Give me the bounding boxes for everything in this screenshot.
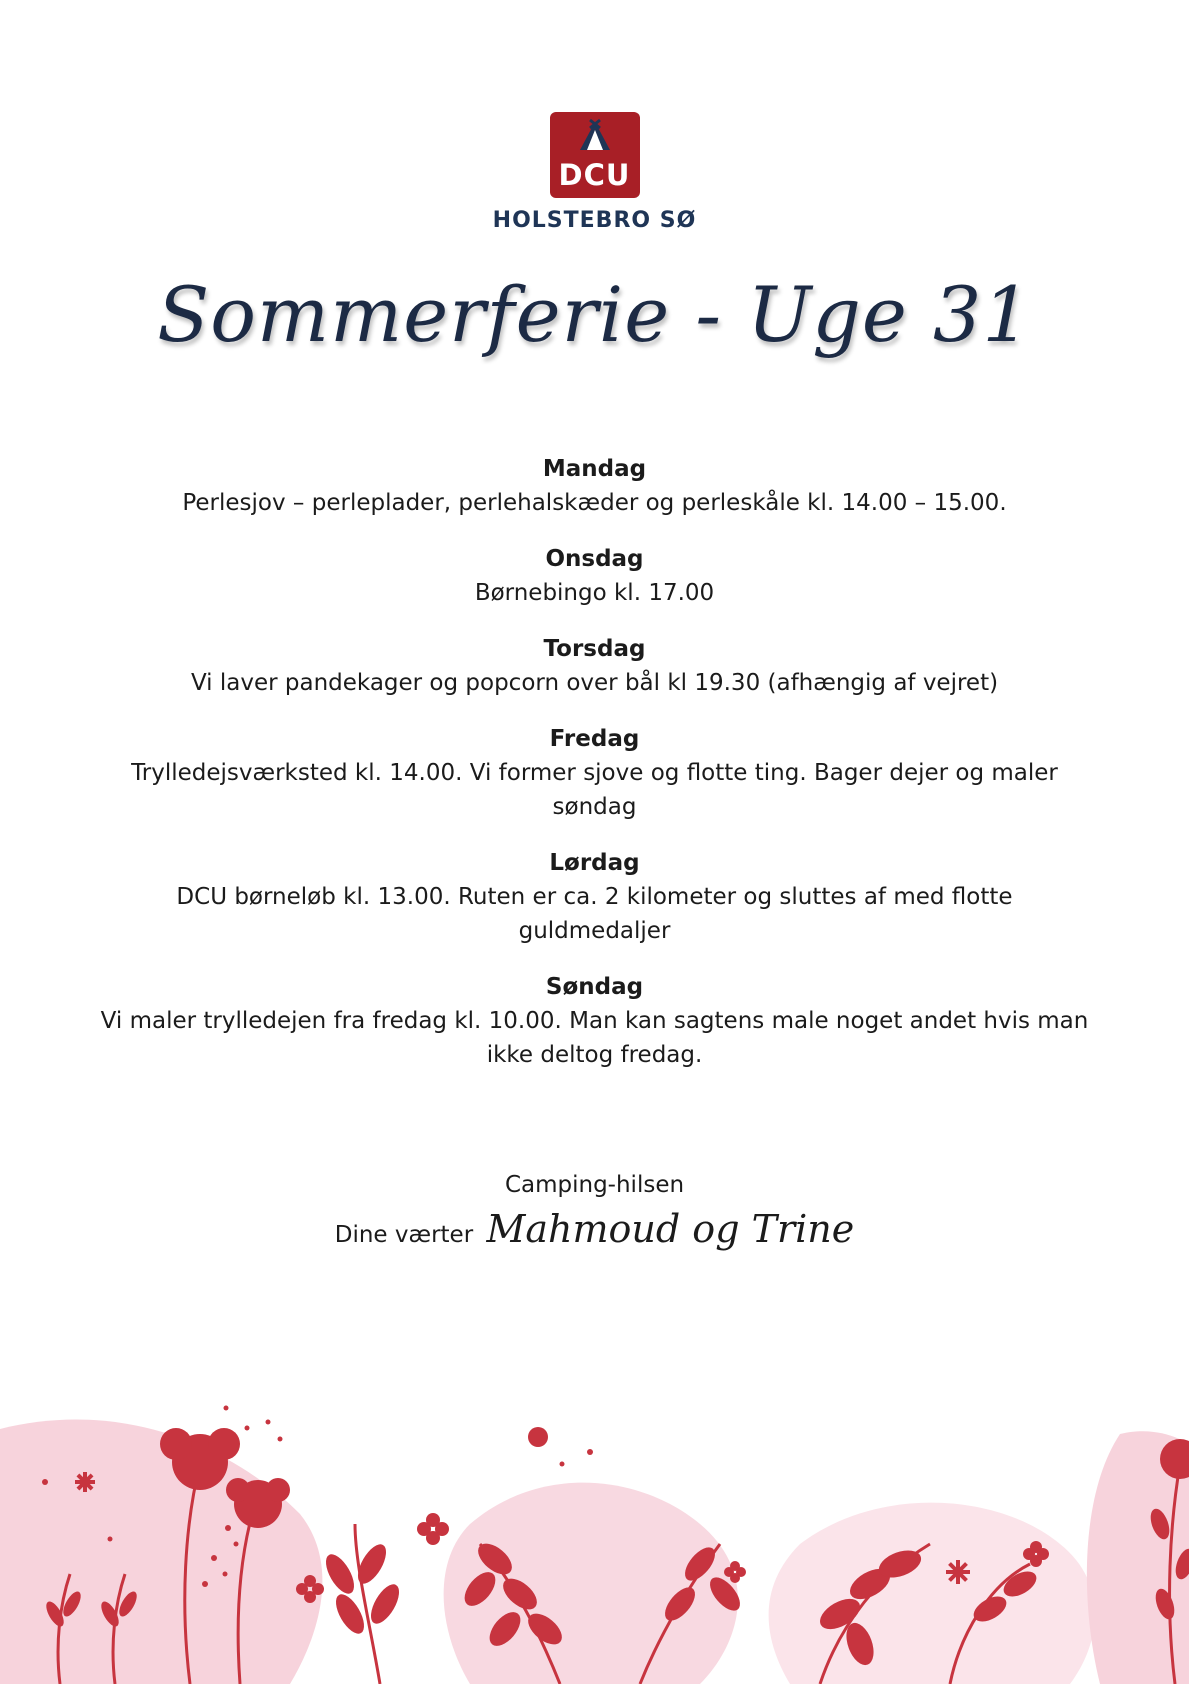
day-name: Torsdag <box>543 636 646 662</box>
day-name: Mandag <box>542 456 647 482</box>
weekly-program <box>100 452 1089 1094</box>
page-title: Sommerferie - Uge 31 <box>157 270 1032 359</box>
logo-brand: DCU <box>558 158 631 192</box>
day-text: Perlesjov – perleplader, perlehalskæder og perleskåle kl. 14.00 – 15.00. <box>182 490 1007 516</box>
day-entry <box>100 846 1089 948</box>
signoff-line <box>0 1207 1189 1252</box>
logo-location: HOLSTEBRO SØ <box>492 208 697 233</box>
flower-icon <box>208 1428 240 1460</box>
day-name: Onsdag <box>545 546 644 572</box>
star-flower-icon <box>417 1513 449 1545</box>
day-name: Lørdag <box>549 850 640 876</box>
pink-blob <box>769 1503 1095 1684</box>
star-flower-icon <box>946 1560 970 1584</box>
hosts-prefix: Dine værter <box>334 1222 474 1248</box>
day-text: Vi laver pandekager og popcorn over bål kl 19.30 (afhængig af vejret) <box>190 670 999 696</box>
day-entry <box>100 722 1089 824</box>
day-name: Fredag <box>549 726 640 752</box>
closing-text: Camping-hilsen <box>504 1172 685 1198</box>
pink-blob <box>0 1420 322 1684</box>
day-text: Vi maler trylledejen fra fredag kl. 10.00. Man kan sagtens male noget andet hvis man ikke deltog fredag. <box>100 1008 1089 1068</box>
flower-icon <box>528 1427 548 1447</box>
flower-icon <box>266 1478 290 1502</box>
day-entry <box>100 452 1089 520</box>
logo-badge <box>550 112 640 198</box>
dcu-logo <box>0 112 1189 233</box>
day-text: Trylledejsværksted kl. 14.00. Vi former sjove og flotte ting. Bager dejer og maler søndag <box>131 760 1058 820</box>
flower-icon <box>226 1478 250 1502</box>
day-entry <box>100 632 1089 700</box>
day-entry <box>100 970 1089 1072</box>
day-name: Søndag <box>545 974 644 1000</box>
hosts-signature: Mahmoud og Trine <box>486 1207 855 1251</box>
greeting <box>0 1168 1189 1252</box>
floral-border <box>0 1404 1189 1684</box>
day-text: DCU børneløb kl. 13.00. Ruten er ca. 2 kilometer og sluttes af med flotte guldmedaljer <box>176 884 1013 944</box>
day-text: Børnebingo kl. 17.00 <box>474 580 715 606</box>
star-flower-icon <box>75 1472 95 1492</box>
day-entry <box>100 542 1089 610</box>
flower-icon <box>160 1428 192 1460</box>
